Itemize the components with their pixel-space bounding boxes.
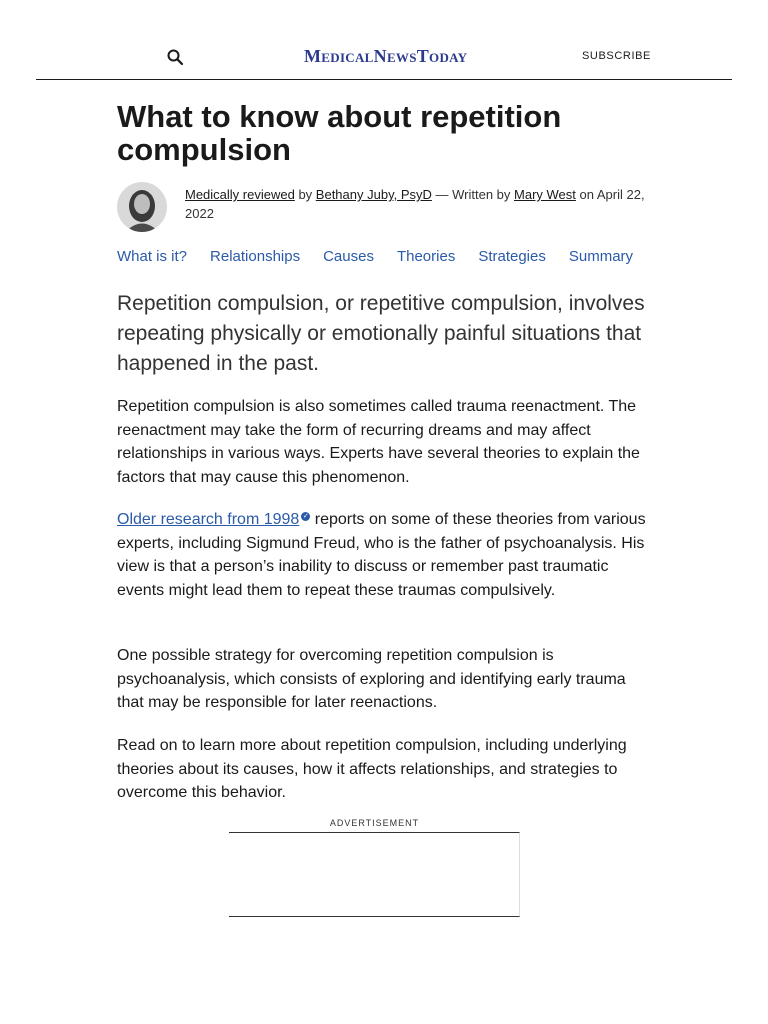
body-paragraph-1: Repetition compulsion is also sometimes called trauma reenactment. The reenactment may take the form of recurring dreams and may affect relationships in various ways. Experts have several theories to explain the factors that may cause this phenomenon.	[117, 398, 640, 486]
body-paragraph-2-text: reports on some of these theories from various experts, including Sigmund Freud, who is the father of psychoanalysis. His view is that a person’s inability to discuss or remember past traumatic events might lead them to repeat these traumas compulsively.	[117, 511, 646, 599]
search-icon[interactable]	[166, 48, 184, 66]
toc-link-strategies[interactable]: Strategies	[478, 248, 546, 265]
body-paragraph-4: Read on to learn more about repetition compulsion, including underlying theories about its causes, how it affects relationships, and strategies to overcome this behavior.	[117, 737, 627, 802]
trusted-source-icon[interactable]: ✓	[302, 512, 309, 520]
toc-link-what-is-it[interactable]: What is it?	[117, 248, 188, 265]
article-lede: Repetition compulsion, or repetitive compulsion, involves repeating physically or emotionally painful situations that happened in the past.	[117, 292, 645, 375]
subscribe-button[interactable]: SUBSCRIBE	[582, 50, 651, 62]
table-of-contents	[117, 248, 647, 265]
toc-link-relationships[interactable]: Relationships	[210, 248, 301, 265]
toc-link-theories[interactable]: Theories	[396, 248, 456, 265]
byline-by: by	[294, 187, 316, 202]
body-paragraph-3: One possible strategy for overcoming repetition compulsion is psychoanalysis, which consists of exploring and identifying early trauma that may be responsible for later reenactions.	[117, 647, 626, 712]
advertisement-slot[interactable]	[229, 832, 520, 917]
toc-link-summary[interactable]: Summary	[568, 248, 634, 265]
body-paragraph-2	[117, 508, 649, 602]
older-research-link[interactable]: Older research from 1998	[117, 511, 300, 528]
reviewer-avatar[interactable]	[117, 182, 167, 232]
article-title: What to know about repetition compulsion	[117, 99, 562, 167]
site-header	[36, 0, 732, 80]
byline-written-by: — Written by	[431, 187, 515, 202]
reviewer-name-link[interactable]: Bethany Juby, PsyD	[315, 187, 432, 202]
publish-date: on April 22, 2022	[185, 187, 645, 221]
toc-link-causes[interactable]: Causes	[323, 248, 374, 265]
medically-reviewed-link[interactable]: Medically reviewed	[185, 187, 295, 202]
article-byline	[185, 185, 645, 223]
author-name-link[interactable]: Mary West	[514, 187, 576, 202]
advertisement-label: ADVERTISEMENT	[329, 818, 420, 828]
site-logo[interactable]: MedicalNewsToday	[304, 46, 468, 66]
